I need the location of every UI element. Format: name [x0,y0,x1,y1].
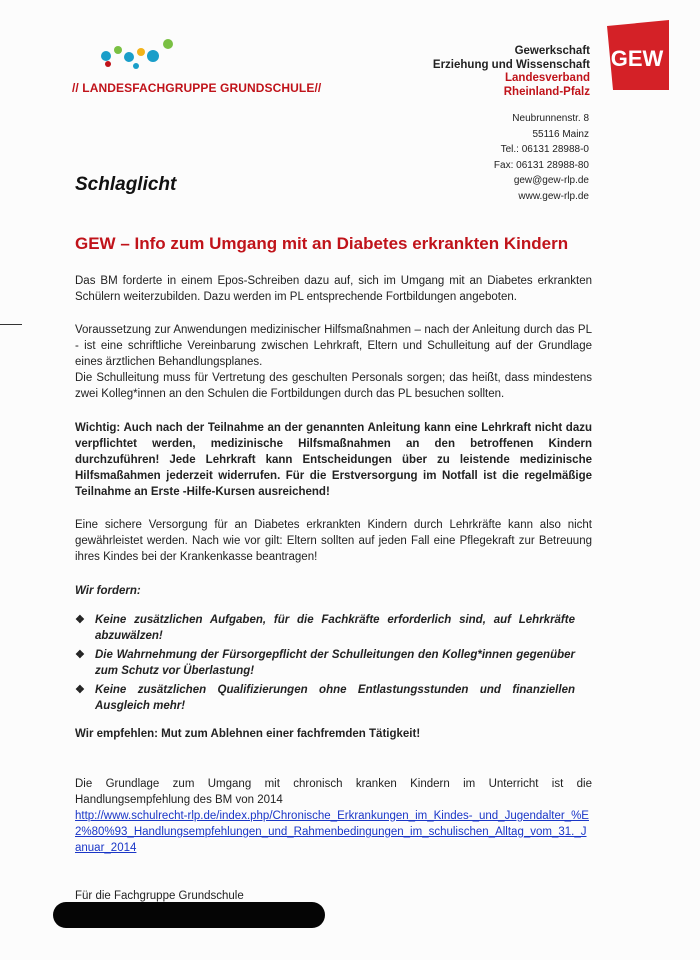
signoff: Für die Fachgruppe Grundschule [75,890,244,902]
org-block [433,45,590,99]
address-tel: Tel.: 06131 28988-0 [500,144,589,155]
address-fax: Fax: 06131 28988-80 [493,159,589,171]
fachgruppe-caption: // LANDESFACHGRUPPE GRUNDSCHULE// [72,81,322,95]
gew-logo-text: GEW [610,46,664,71]
paragraph-intro: Das BM forderte in einem Epos-Schreiben dazu auf, sich im Umgang mit an Diabetes erkrankten Schülern weiterzubilden. Dazu werden im PL entsprechende Fortbildungen angeboten. [75,275,592,303]
recommendation: Wir empfehlen: Mut zum Ablehnen einer fachfremden Tätigkeit! [75,728,421,740]
list-item: ❖ Keine zusätzlichen Qualifizierungen ohne Entlastungsstunden und finanziellen Ausgleich mehr! [75,684,575,712]
handlungsempfehlung-link[interactable]: http://www.schulrecht-rlp.de/index.php/Chronische_Erkrankungen_im_Kindes-_und_Jugendalter_%E2%80%93_Handlungsempfehlungen_und_Rahmenbedingungen_im_schulischen_Alltag_vom_31._Januar_2014 [75,810,589,854]
address-web: www.gew-rlp.de [518,190,589,202]
gew-logo-icon [603,20,673,90]
list-item: ❖ Keine zusätzlichen Aufgaben, für die Fachkräfte erforderlich sind, auf Lehrkräfte abzuwälzen! [75,614,575,642]
fold-mark [0,324,22,325]
document-headline: GEW – Info zum Umgang mit an Diabetes erkrankten Kindern [75,234,569,253]
paragraph-basis: Die Grundlage zum Umgang mit chronisch kranken Kindern im Unterricht ist die Handlungsempfehlung des BM von 2014 http://www.schulrecht-rlp.de/index.php/Chronische_Erkrankungen_im_Kindes-_und_Jugendalter_%E2%80%93_Handlungsempfehlungen_und_Rahmenbedingungen_im_schulischen_Alltag_vom_31._Januar_2014 [75,778,592,854]
redacted-signature [53,902,325,928]
org-line: Landesverband [505,72,590,84]
diamond-bullet-icon: ❖ [75,684,85,696]
list-item: ❖ Die Wahrnehmung der Fürsorgepflicht der Schulleitungen den Kolleg*innen gegenüber zum Schutz vor Überlastung! [75,649,575,677]
org-line: Erziehung und Wissenschaft [432,58,590,71]
diamond-bullet-icon: ❖ [75,614,85,626]
org-line: Rheinland-Pfalz [503,85,590,98]
demands-heading: Wir fordern: [75,585,141,597]
paragraph-requirements: Voraussetzung zur Anwendungen medizinischer Hilfsmaßnahmen – nach der Anleitung durch das PL - ist eine schriftliche Vereinbarung zwischen Lehrkraft, Eltern und Schulleitung auf der Grundlage eines ärztlichen Behandlungsplanes. Die Schulleitung muss für Vertretung des geschulten Personals sorgen; das heißt, dass mindestens zwei Kolleg*innen an den Schulen die Fortbildungen durch das PL besuchen sollten. [75,324,592,400]
address-email: gew@gew-rlp.de [513,175,589,186]
demands-list-container [75,612,575,717]
fachgruppe-logo-icon [96,32,201,76]
org-line: Gewerkschaft [514,45,590,57]
document-title: Schlaglicht [75,174,177,195]
address-block [494,111,589,204]
paragraph-supply: Eine sichere Versorgung für an Diabetes erkrankten Kindern durch Lehrkräfte kann also nicht gewährleistet werden. Nach wie vor gilt: Eltern sollten auf jeden Fall eine Pflegekraft zur Betreuung ihres Kindes bei der Krankenkasse beantragen! [75,519,592,563]
paragraph-important: Wichtig: Auch nach der Teilnahme an der genannten Anleitung kann eine Lehrkraft nicht dazu verpflichtet werden, medizinische Hilfsmaßnahmen an den betroffenen Kindern durchzuführen! Jede Lehrkraft kann Entscheidungen über zu leistende medizinische Hilfsmaßahmen jederzeit widerrufen. Für die Erstversorgung im Notfall ist die regelmäßige Teilnahme an Erste -Hilfe-Kursen ausreichend! [75,422,592,498]
diamond-bullet-icon: ❖ [75,649,85,661]
address-street: Neubrunnenstr. 8 [512,113,589,124]
address-city: 55116 Mainz [532,128,589,140]
demands-list [75,612,575,714]
